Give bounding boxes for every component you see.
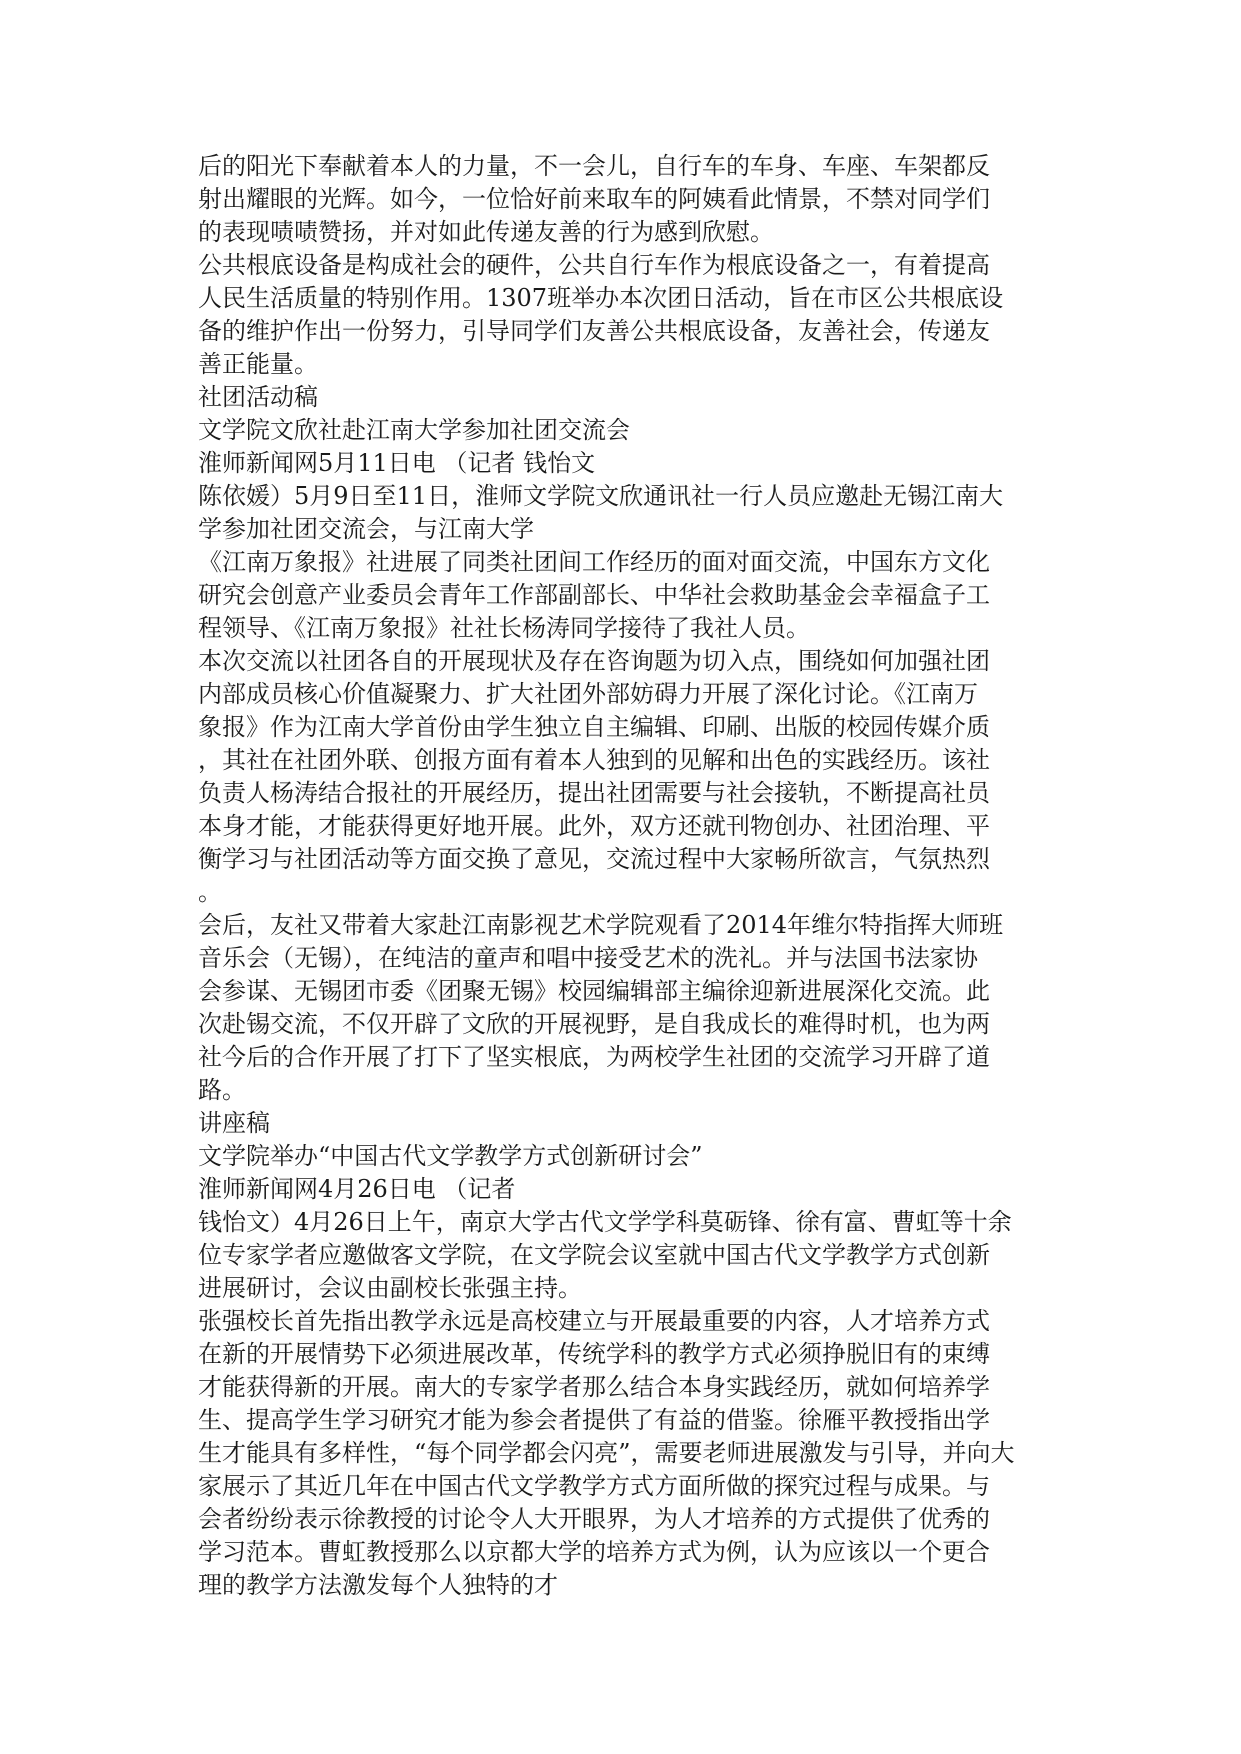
text-line: 生、提高学生学习研究才能为参会者提供了有益的借鉴。徐雁平教授指出学 [198,1406,990,1434]
text-line: 备的维护作出一份努力，引导同学们友善公共根底设备，友善社会，传递友 [198,317,990,345]
text-line: 后的阳光下奉献着本人的力量，不一会儿，自行车的车身、车座、车架都反 [198,152,990,180]
text-line: 人民生活质量的特别作用。1307班举办本次团日活动，旨在市区公共根底设 [198,284,1004,312]
text-line: 在新的开展情势下必须进展改革，传统学科的教学方式必须挣脱旧有的束缚 [198,1340,990,1368]
text-line: 文学院举办“中国古代文学教学方式创新研讨会” [198,1142,703,1170]
text-line: 文学院文欣社赴江南大学参加社团交流会 [198,416,630,444]
text-line: 本身才能，才能获得更好地开展。此外，双方还就刊物创办、社团治理、平 [198,812,990,840]
text-line: 理的教学方法激发每个人独特的才 [198,1571,558,1599]
text-line: 程领导、《江南万象报》社社长杨涛同学接待了我社人员。 [198,614,810,642]
text-line: 《江南万象报》社进展了同类社团间工作经历的面对面交流，中国东方文化 [198,548,990,576]
text-line: 会参谋、无锡团市委《团聚无锡》校园编辑部主编徐迎新进展深化交流。此 [198,977,990,1005]
text-line: 。 [198,878,222,906]
text-line: 本次交流以社团各自的开展现状及存在咨询题为切入点，围绕如何加强社团 [198,647,990,675]
text-line: 陈依媛）5月9日至11日，淮师文学院文欣通讯社一行人员应邀赴无锡江南大 [198,482,1004,510]
text-line: 衡学习与社团活动等方面交换了意见，交流过程中大家畅所欲言，气氛热烈 [198,845,990,873]
document-body [198,150,1058,1602]
text-line: 才能获得新的开展。南大的专家学者那么结合本身实践经历，就如何培养学 [198,1373,990,1401]
text-line: 会者纷纷表示徐教授的讨论令人大开眼界，为人才培养的方式提供了优秀的 [198,1505,990,1533]
text-line: 社团活动稿 [198,383,318,411]
text-line: 淮师新闻网4月26日电 （记者 [198,1175,516,1203]
text-line: 讲座稿 [198,1109,270,1137]
text-line: 的表现啧啧赞扬，并对如此传递友善的行为感到欣慰。 [198,218,774,246]
text-line: 学参加社团交流会，与江南大学 [198,515,534,543]
text-line: 善正能量。 [198,350,318,378]
text-line: 钱怡文）4月26日上午，南京大学古代文学学科莫砺锋、徐有富、曹虹等十余 [198,1208,1012,1236]
text-line: ，其社在社团外联、创报方面有着本人独到的见解和出色的实践经历。该社 [198,746,990,774]
text-line: 象报》作为江南大学首份由学生独立自主编辑、印刷、出版的校园传媒介质 [198,713,990,741]
text-line: 淮师新闻网5月11日电 （记者 钱怡文 [198,449,596,477]
text-line: 张强校长首先指出教学永远是高校建立与开展最重要的内容，人才培养方式 [198,1307,990,1335]
text-line: 射出耀眼的光辉。如今，一位恰好前来取车的阿姨看此情景，不禁对同学们 [198,185,990,213]
text-line: 研究会创意产业委员会青年工作部副部长、中华社会救助基金会幸福盒子工 [198,581,990,609]
text-line: 负责人杨涛结合报社的开展经历，提出社团需要与社会接轨，不断提高社员 [198,779,990,807]
text-line: 家展示了其近几年在中国古代文学教学方式方面所做的探究过程与成果。与 [198,1472,990,1500]
text-line: 会后，友社又带着大家赴江南影视艺术学院观看了2014年维尔特指挥大师班 [198,911,1004,939]
text-line: 音乐会（无锡），在纯洁的童声和唱中接受艺术的洗礼。并与法国书法家协 [198,944,978,972]
text-line: 内部成员核心价值凝聚力、扩大社团外部妨碍力开展了深化讨论。《江南万 [198,680,978,708]
text-line: 进展研讨，会议由副校长张强主持。 [198,1274,582,1302]
text-line: 路。 [198,1076,246,1104]
text-line: 学习范本。曹虹教授那么以京都大学的培养方式为例，认为应该以一个更合 [198,1538,990,1566]
text-line: 位专家学者应邀做客文学院，在文学院会议室就中国古代文学教学方式创新 [198,1241,990,1269]
text-line: 生才能具有多样性，“每个同学都会闪亮”，需要老师进展激发与引导，并向大 [198,1439,1015,1467]
text-line: 次赴锡交流，不仅开辟了文欣的开展视野，是自我成长的难得时机，也为两 [198,1010,990,1038]
text-line: 公共根底设备是构成社会的硬件，公共自行车作为根底设备之一，有着提高 [198,251,990,279]
text-line: 社今后的合作开展了打下了坚实根底，为两校学生社团的交流学习开辟了道 [198,1043,990,1071]
